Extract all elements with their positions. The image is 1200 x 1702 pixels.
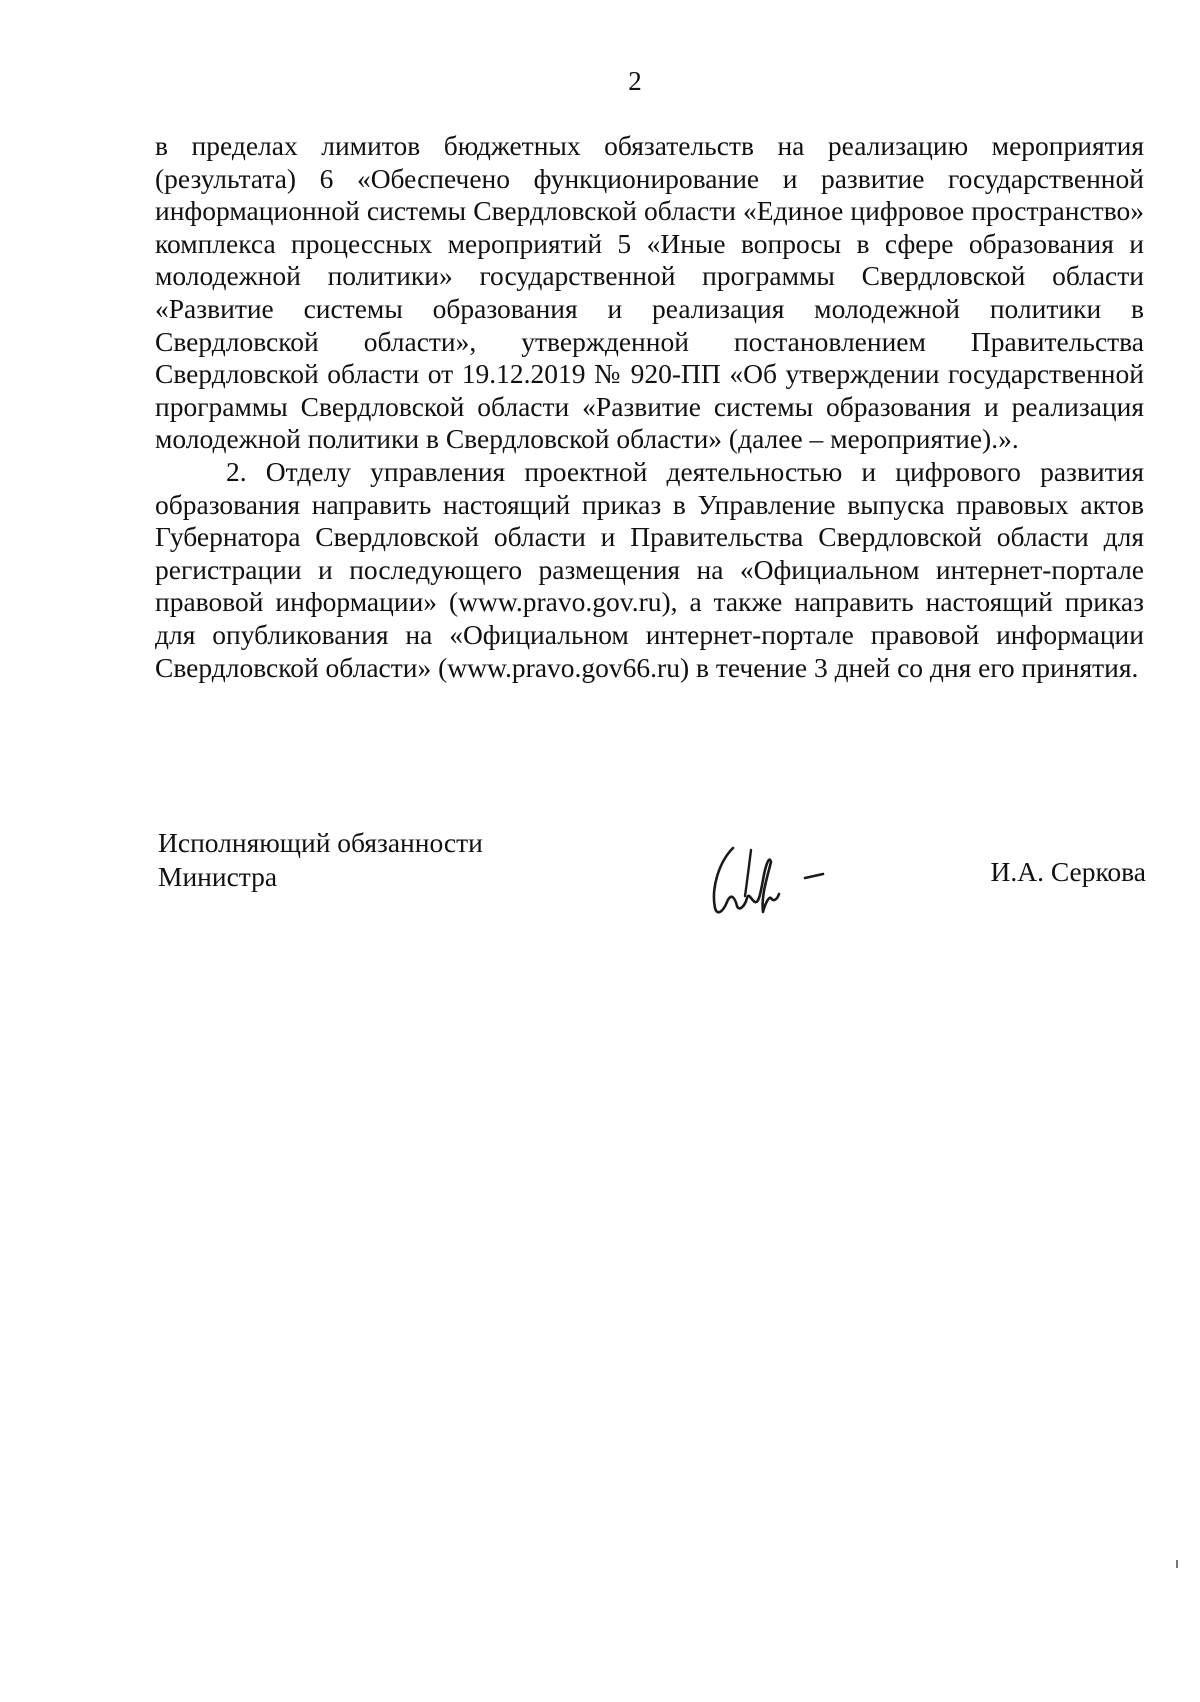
scan-artifact-mark xyxy=(1176,1560,1178,1568)
document-body xyxy=(155,130,1144,684)
signatory-role xyxy=(158,826,483,894)
signatory-name: И.А. Серкова xyxy=(990,856,1146,887)
paragraph-continuation: в пределах лимитов бюджетных обязательств на реализацию мероприятия (результата) 6 «Обеспечено функционирование и развитие государственной информационной системы Свердловской области «Единое цифровое пространство» комплекса процессных мероприятий 5 «Иные вопросы в сфере образования и молодежной политики» государственной программы Свердловской области «Развитие системы образования и реализация молодежной политики в Свердловской области», утвержденной постановлением Правительства Свердловской области от 19.12.2019 № 920-ПП «Об утверждении государственной программы Свердловской области «Развитие системы образования и реализация молодежной политики в Свердловской области» (далее – мероприятие).». xyxy=(155,130,1144,455)
handwritten-signature xyxy=(705,840,845,920)
page-number: 2 xyxy=(628,66,642,96)
paragraph-item-2: 2. Отделу управления проектной деятельностью и цифрового развития образования направить настоящий приказ в Управление выпуска правовых актов Губернатора Свердловской области и Правительства Свердловской области для регистрации и последующего размещения на «Официальном интернет-портале правовой информации» (www.pravo.gov.ru), а также направить настоящий приказ для опубликования на «Официальном интернет-портале правовой информации Свердловской области» (www.pravo.gov66.ru) в течение 3 дней со дня его принятия. xyxy=(155,455,1144,683)
signatory-role-line-2: Министра xyxy=(158,861,278,892)
signatory-role-line-1: Исполняющий обязанности xyxy=(158,827,483,858)
